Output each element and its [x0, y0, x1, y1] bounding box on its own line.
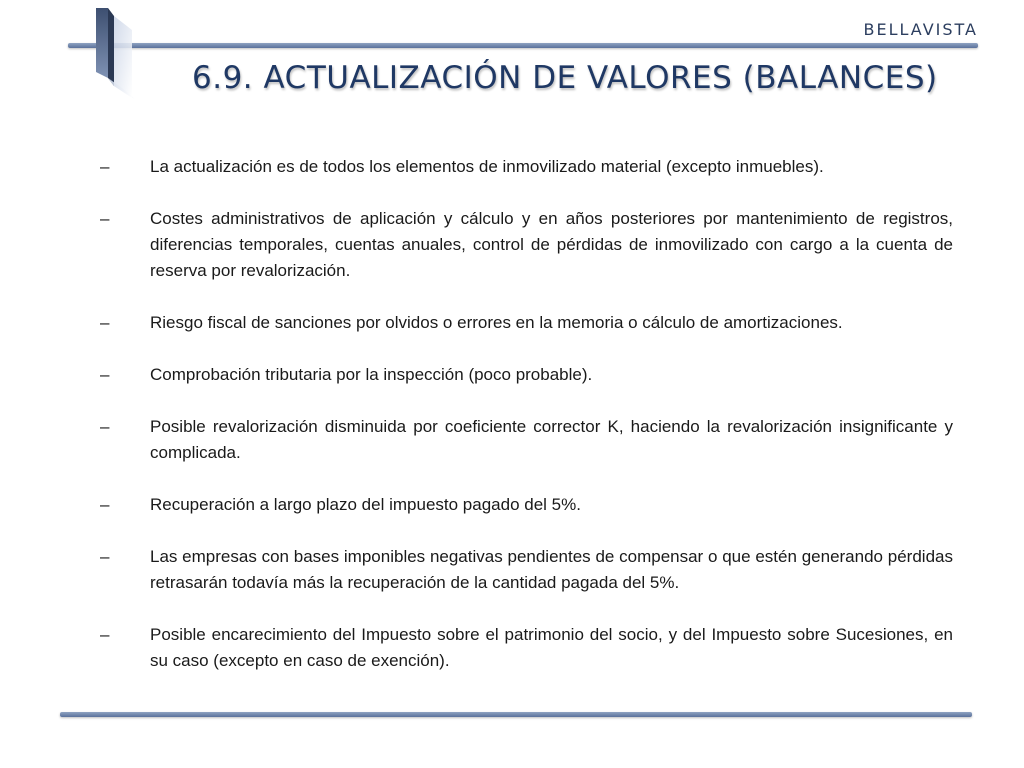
bullet-dash: –	[100, 157, 110, 176]
bullet-dash: –	[100, 209, 110, 228]
bullet-dash: –	[100, 417, 110, 436]
list-item	[100, 622, 953, 674]
list-item	[100, 206, 953, 284]
list-item	[100, 310, 953, 336]
list-item	[100, 362, 953, 388]
emblem-i-icon	[92, 6, 136, 101]
bullet-dash: –	[100, 625, 110, 644]
bullet-text: Posible revalorización disminuida por coeficiente corrector K, haciendo la revalorización insignificante y complicada.	[150, 417, 953, 462]
list-item	[100, 414, 953, 466]
bullet-text: Recuperación a largo plazo del impuesto pagado del 5%.	[150, 495, 581, 514]
bullet-dash: –	[100, 313, 110, 332]
bottom-rule	[60, 712, 972, 717]
bullet-text: Comprobación tributaria por la inspección (poco probable).	[150, 365, 593, 384]
bullet-list	[100, 154, 953, 700]
bullet-text: Posible encarecimiento del Impuesto sobre el patrimonio del socio, y del Impuesto sobre Sucesiones, en su caso (excepto en caso de exención).	[150, 625, 953, 670]
top-rule	[68, 43, 978, 48]
bullet-dash: –	[100, 547, 110, 566]
page-title: 6.9. ACTUALIZACIÓN DE VALORES (BALANCES)	[192, 60, 938, 96]
list-item	[100, 492, 953, 518]
brand-name: BELLAVISTA	[863, 20, 978, 39]
bullet-text: Riesgo fiscal de sanciones por olvidos o errores en la memoria o cálculo de amortizaciones.	[150, 313, 843, 332]
bullet-dash: –	[100, 365, 110, 384]
bullet-text: Costes administrativos de aplicación y cálculo y en años posteriores por mantenimiento de registros, diferencias temporales, cuentas anuales, control de pérdidas de inmovilizado con cargo a la cuenta de reserva por revalorización.	[150, 209, 953, 280]
list-item	[100, 544, 953, 596]
bullet-dash: –	[100, 495, 110, 514]
bullet-text: Las empresas con bases imponibles negativas pendientes de compensar o que estén generando pérdidas retrasarán todavía más la recuperación de la cantidad pagada del 5%.	[150, 547, 953, 592]
bullet-text: La actualización es de todos los elementos de inmovilizado material (excepto inmuebles).	[150, 157, 824, 176]
list-item	[100, 154, 953, 180]
